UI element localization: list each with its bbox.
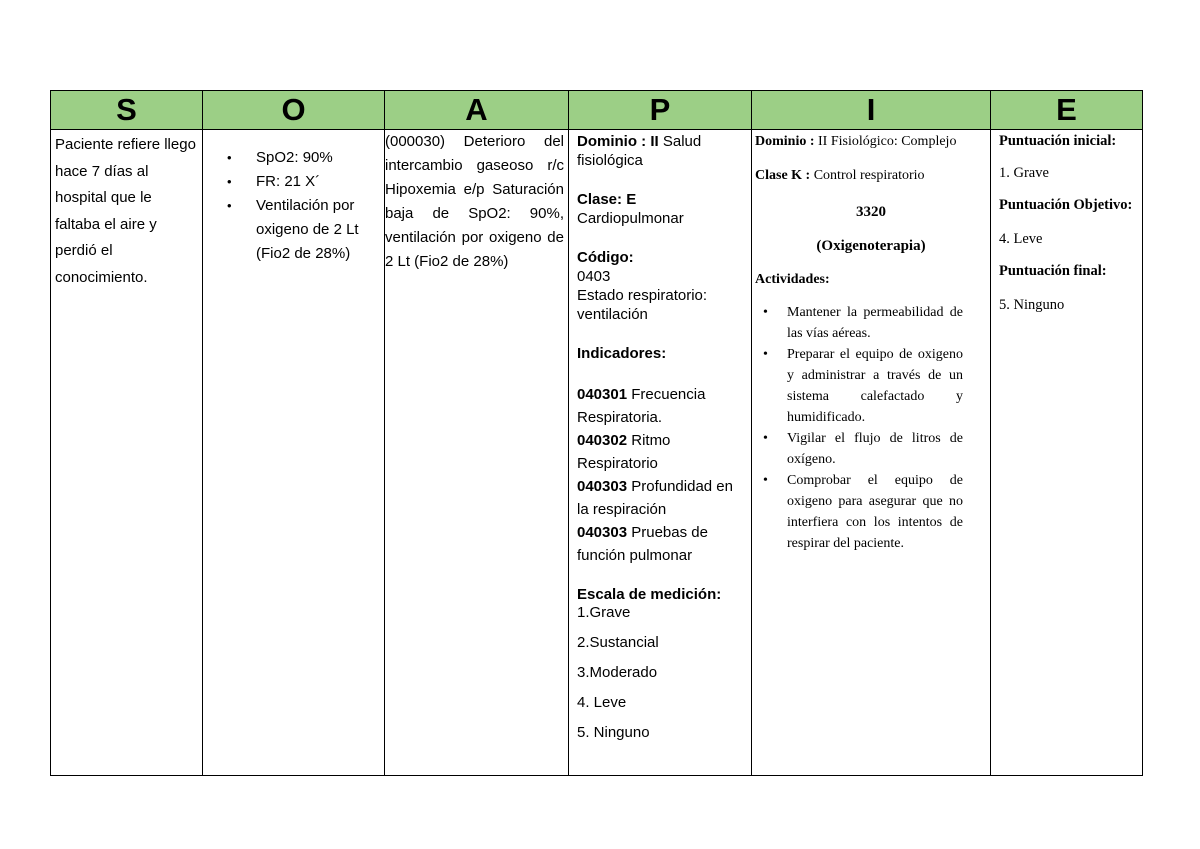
evaluation-final-value: 5. Ninguno [999, 297, 1065, 313]
plan-clase: Clase: E Cardiopulmonar [577, 191, 684, 227]
soapie-table [50, 90, 1143, 776]
header-s: S [51, 91, 203, 130]
list-item: • Vigilar el flujo de litros de oxígeno. [787, 428, 987, 470]
intervention-actividades-list [755, 302, 987, 554]
assessment-text: (000030) Deterioro del intercambio gaseoso r/c Hipoxemia e/p Saturación baja de SpO2: 90%, ventilación por oxigeno de 2 Lt (Fio2 de 28%) [385, 133, 564, 270]
intervention-code: 3320 [856, 204, 886, 220]
plan-dominio: Dominio : II Salud fisiológica [577, 133, 702, 169]
subjective-cell [51, 130, 203, 776]
plan-escala-label: Escala de medición: [577, 586, 722, 603]
list-item: 040301 Frecuencia Respiratoria. [577, 386, 706, 426]
plan-codigo: Código: 0403 Estado respiratorio: ventilación [577, 249, 708, 323]
subjective-text: Paciente refiere llego hace 7 días al hospital que le faltaba el aire y perdió el conocimiento. [55, 136, 196, 286]
evaluation-objetivo-label: Puntuación Objetivo: [999, 197, 1133, 213]
evaluation-cell [991, 130, 1143, 776]
list-item: • Preparar el equipo de oxigeno y administrar a través de un sistema calefactado y humidificado. [787, 344, 987, 428]
list-item: 040302 Ritmo Respiratorio [577, 432, 671, 472]
evaluation-final-label: Puntuación final: [999, 263, 1107, 279]
header-a: A [385, 91, 569, 130]
objective-item: • Ventilación por oxigeno de 2 Lt (Fio2 de 28%) [227, 194, 380, 266]
plan-indicadores-label: Indicadores: [577, 345, 667, 362]
list-item: 2.Sustancial [577, 634, 659, 651]
list-item: • Comprobar el equipo de oxigeno para asegurar que no interfiera con los intentos de respirar del paciente. [787, 470, 987, 554]
list-item: 040303 Pruebas de función pulmonar [577, 524, 708, 564]
header-p: P [569, 91, 752, 130]
objective-list [203, 146, 380, 266]
plan-escala-list [577, 598, 747, 748]
intervention-dominio: Dominio : II Fisiológico: Complejo [755, 134, 957, 149]
objective-item: • FR: 21 X´ [227, 170, 380, 194]
list-item: 3.Moderado [577, 664, 658, 681]
assessment-cell [385, 130, 569, 776]
content-row [51, 130, 1143, 776]
evaluation-inicial-label: Puntuación inicial: [999, 133, 1117, 149]
objective-cell [203, 130, 385, 776]
list-item: 5. Ninguno [577, 724, 650, 741]
header-i: I [752, 91, 991, 130]
header-row [51, 91, 1143, 130]
list-item: 040303 Profundidad en la respiración [577, 478, 733, 518]
plan-cell [569, 130, 752, 776]
intervention-clase: Clase K : Control respiratorio [755, 168, 925, 183]
plan-indicadores-list [577, 383, 747, 567]
header-e: E [991, 91, 1143, 130]
list-item: • Mantener la permeabilidad de las vías aéreas. [787, 302, 987, 344]
intervention-actividades-label: Actividades: [755, 272, 830, 287]
objective-item: • SpO2: 90% [227, 146, 380, 170]
intervention-title: (Oxigenoterapia) [816, 238, 926, 254]
header-o: O [203, 91, 385, 130]
list-item: 1.Grave [577, 604, 631, 621]
intervention-cell [752, 130, 991, 776]
evaluation-objetivo-value: 4. Leve [999, 231, 1043, 247]
list-item: 4. Leve [577, 694, 627, 711]
evaluation-inicial-value: 1. Grave [999, 165, 1049, 181]
